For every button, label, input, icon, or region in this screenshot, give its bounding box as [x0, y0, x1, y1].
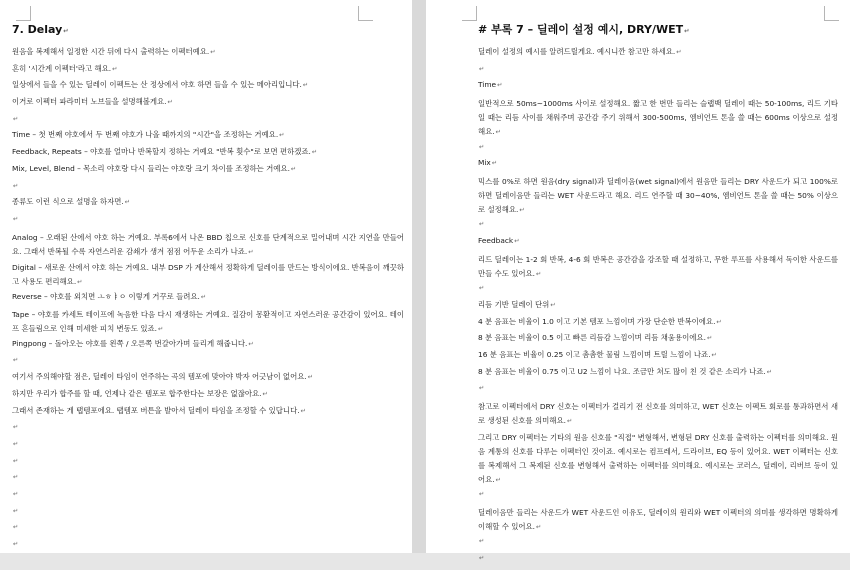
paragraph-text: Feedback — [478, 236, 514, 246]
paragraph-mark: ↵ — [519, 205, 525, 214]
paragraph-text: 믹스를 0%로 하면 원음(dry signal)과 딜레이음(wet signal)에서 원음만 들리는 DRY 사운드가 되고 100%로 하면 딜레이음만 들리는 WET 사운드라고 해요. 리드 연주할 때 30~40%, 엠비언트 톤을 쓸 때는 50% 이상으로 설정해요. — [478, 176, 838, 214]
paragraph — [478, 506, 838, 534]
paragraph-mark: ↵ — [124, 198, 131, 207]
paragraph — [478, 400, 838, 428]
paragraph-mark: ↵ — [479, 284, 485, 293]
paragraph-mark: ↵ — [13, 523, 19, 532]
paragraph-mark: ↵ — [248, 247, 254, 256]
paragraph-mark: ↵ — [302, 81, 309, 90]
paragraph-mark: ↵ — [536, 269, 542, 278]
paragraph-text: 참고로 이펙터에서 DRY 신호는 이펙터가 걸리기 전 신호를 의미하고, WET 신호는 이펙트 회로를 통과하면서 새로 생성된 신호를 의미해요. — [478, 402, 838, 426]
paragraph-mark: ↵ — [716, 317, 722, 326]
paragraph-mark: ↵ — [676, 48, 682, 56]
paragraph-text: 여기서 주의해야할 점은, 딜레이 타임이 연주하는 곡의 템포에 맞아야 박자 어긋남이 없어요. — [12, 372, 307, 382]
paragraph-mark: ↵ — [711, 351, 717, 360]
paragraph-mark: ↵ — [13, 506, 19, 515]
paragraph-mark: ↵ — [13, 439, 19, 448]
paragraph-text: 그래서 존재하는 게 탭템포에요. 탭템포 버튼을 발아서 딜레이 타임을 조정할 수 있답니다. — [12, 405, 300, 415]
paragraph-text: 8 분 음표는 비율이 0.5 이고 빠른 리듬감 느낌이며 리듬 채움용이에요. — [478, 333, 706, 343]
paragraph — [12, 231, 404, 259]
empty-paragraph — [478, 283, 838, 293]
paragraph-mark: ↵ — [479, 490, 485, 499]
empty-paragraph — [12, 506, 404, 516]
paragraph — [478, 158, 838, 168]
paragraph-mark: ↵ — [566, 417, 573, 426]
paragraph — [478, 236, 838, 246]
paragraph-mark: ↵ — [479, 142, 485, 151]
paragraph-mark: ↵ — [479, 64, 485, 73]
paragraph-text: 일반적으로 50ms~1000ms 사이로 설정해요. 짧고 한 번만 들리는 슬랩백 딜레이 때는 50-100ms, 리드 기타일 때는 리듬 사이를 채워주며 공간감 주기 위해서 300-500ms, 엠비언트 톤을 쓸 때는 600ms 이상으로 설정해요. — [478, 99, 838, 137]
paragraph-mark: ↵ — [210, 48, 216, 56]
paragraph — [478, 253, 838, 281]
paragraph — [12, 406, 404, 416]
page-content[interactable] — [12, 22, 404, 556]
paragraph-mark: ↵ — [13, 423, 19, 432]
paragraph-text: 8 분 음표는 비율이 0.75 이고 U2 느낌이 나요. 조금만 쳐도 많이 친 것 같은 소리가 나죠. — [478, 366, 766, 376]
paragraph-mark: ↵ — [479, 554, 485, 562]
paragraph — [12, 64, 404, 74]
paragraph-mark: ↵ — [766, 367, 773, 376]
empty-paragraph — [478, 219, 838, 229]
paragraph-mark: ↵ — [77, 278, 83, 287]
empty-paragraph — [12, 522, 404, 532]
paragraph-text: 하지만 우리가 합주를 할 때, 언제나 같은 템포로 합주한다는 보장은 없잖아요. — [12, 388, 262, 398]
paragraph-mark: ↵ — [200, 292, 207, 301]
paragraph-mark: ↵ — [13, 489, 19, 498]
paragraph-mark: ↵ — [13, 214, 19, 223]
paragraph-mark: ↵ — [13, 456, 19, 465]
empty-paragraph — [12, 114, 404, 124]
appendix-heading: # 부록 7 – 딜레이 설정 예시, DRY/WET↵ — [478, 23, 690, 36]
empty-paragraph — [12, 472, 404, 482]
paragraph — [478, 350, 838, 360]
empty-paragraph — [12, 489, 404, 499]
paragraph — [12, 197, 404, 207]
paragraph-text: Tape – 야호를 카세트 테이프에 녹음한 다음 다시 재생하는 거예요. 질감이 몽환적이고 자연스러운 공간감이 있어요. 테이프 흔들림으로 인해 미세한 피치 변동도 있죠. — [12, 310, 404, 334]
paragraph-text: Reverse – 야호를 외치면 ㅗㅎㅑㅇ 이렇게 거꾸로 들려요. — [12, 291, 200, 301]
paragraph — [12, 80, 404, 90]
paragraph-mark: ↵ — [13, 473, 19, 482]
paragraph-mark: ↵ — [495, 128, 502, 137]
empty-paragraph — [478, 536, 838, 546]
paragraph-mark: ↵ — [479, 220, 485, 229]
paragraph-mark: ↵ — [248, 339, 254, 348]
document-page-left[interactable] — [0, 0, 412, 553]
paragraph-text: Analog – 오래된 산에서 야호 하는 거예요. 부록6에서 나온 BBD 칩으로 신호를 단계적으로 밀어내며 시간 지연을 만들어요. 그래서 반복될 수록 자연스러운 감쇄가 생겨 점점 어두운 소리가 나죠. — [12, 232, 404, 256]
paragraph-mark: ↵ — [514, 237, 520, 246]
empty-paragraph — [12, 214, 404, 224]
paragraph — [12, 261, 404, 289]
paragraph-text: 흔히 '시간계 이펙터'라고 해요. — [12, 63, 112, 73]
paragraph-mark: ↵ — [13, 114, 19, 123]
paragraph-mark: ↵ — [706, 334, 713, 343]
paragraph-mark: ↵ — [112, 64, 118, 73]
paragraph-text: Digital – 새로운 산에서 야호 하는 거예요. 내부 DSP 가 계산해서 정확하게 딜레이를 만드는 방식이에요. 반복음이 깨끗하고 사용도 편리해요. — [12, 263, 404, 287]
paragraph-mark: ↵ — [495, 475, 502, 484]
empty-paragraph — [12, 539, 404, 549]
paragraph-text: 리드 딜레이는 1-2 회 반복, 4-6 회 반복은 공간감을 강조할 때 설정하고, 무한 루프를 사용해서 독이한 사운드를 만들 수도 있어요. — [478, 254, 838, 278]
paragraph-text: 16 분 음표는 비율이 0.25 이고 촘촘한 물림 느낌이며 트릴 느낌이 나죠. — [478, 350, 711, 360]
empty-paragraph — [478, 553, 838, 563]
paragraph-mark: ↵ — [300, 406, 307, 415]
page-gutter — [412, 0, 426, 553]
paragraph — [478, 333, 838, 343]
paragraph-text: Time — [478, 80, 497, 90]
empty-paragraph — [478, 383, 838, 393]
paragraph — [12, 372, 404, 382]
page-content[interactable] — [478, 22, 838, 570]
paragraph-mark: ↵ — [311, 148, 318, 157]
paragraph-mark: ↵ — [497, 81, 503, 90]
paragraph — [12, 97, 404, 107]
paragraph-text: Mix — [478, 158, 491, 168]
paragraph-mark: ↵ — [479, 537, 485, 546]
paragraph-mark: ↵ — [491, 159, 498, 168]
paragraph-text: 딜레이 설정의 예시를 알려드릴게요. 예시니깐 참고만 하세요. — [478, 47, 676, 56]
paragraph — [12, 164, 404, 174]
page-corner-mark — [462, 6, 477, 21]
paragraph-text: 그리고 DRY 이펙터는 기타의 원음 신호를 "직접" 변형해서, 변형된 DRY 신호를 출력하는 이펙터를 의미해요. 원음 계통의 신호를 다루는 이펙터인 것이죠. 예시로는 컴프레서, 드라이브, EQ 등이 있어요. WET 이펙터는 신호를 복제해서 그 복제된 신호를 변형해서 출력하는 이펙터를 의미해요. 예시로는 코러스, 딜레이, 리버브 등이 있어요. — [478, 432, 838, 484]
paragraph — [478, 317, 838, 327]
paragraph-mark: ↵ — [167, 98, 173, 107]
paragraph-text: 리듬 기반 딜레이 단위 — [478, 300, 550, 309]
paragraph — [478, 80, 838, 90]
paragraph — [478, 300, 838, 310]
paragraph-text: 딜레이음만 들리는 사운드가 WET 사운드인 이유도, 딜레이의 원리와 WET 이펙터의 의미를 생각하면 명확하게 이해할 수 있어요. — [478, 507, 838, 531]
paragraph — [12, 339, 404, 349]
paragraph — [478, 431, 838, 487]
paragraph — [12, 292, 404, 302]
paragraph-text: 일상에서 들을 수 있는 딜레이 이펙트는 산 정상에서 야호 하면 들을 수 있는 메아리입니다. — [12, 80, 302, 90]
empty-paragraph — [12, 181, 404, 191]
paragraph-mark: ↵ — [279, 131, 285, 140]
paragraph-mark: ↵ — [290, 164, 297, 173]
empty-paragraph — [478, 489, 838, 499]
paragraph-text: 원음을 복제해서 일정한 시간 뒤에 다시 출력하는 이펙터예요. — [12, 47, 210, 56]
empty-paragraph — [12, 422, 404, 432]
empty-paragraph — [12, 439, 404, 449]
empty-paragraph — [12, 456, 404, 466]
paragraph-mark: ↵ — [13, 181, 19, 190]
paragraph — [12, 147, 404, 157]
paragraph-mark: ↵ — [157, 325, 164, 334]
empty-paragraph — [12, 355, 404, 365]
paragraph — [12, 47, 404, 57]
paragraph-mark: ↵ — [536, 522, 542, 531]
paragraph-mark: ↵ — [550, 301, 556, 309]
paragraph-text: 4 분 음표는 비율이 1.0 이고 기본 템포 느낌이며 가장 단순한 반복이에요. — [478, 316, 716, 326]
paragraph-mark: ↵ — [13, 540, 19, 548]
section-heading: 7. Delay↵ — [12, 23, 69, 36]
paragraph-text: 종류도 이런 식으로 설명을 하자면. — [12, 197, 124, 207]
page-corner-mark — [16, 6, 31, 21]
paragraph-mark: ↵ — [479, 384, 485, 393]
paragraph-text: Feedback, Repeats – 야호를 얼마나 반복할지 정하는 거예요 "반복 횟수"로 보면 편하겠죠. — [12, 147, 311, 157]
paragraph-mark: ↵ — [307, 373, 314, 382]
paragraph — [478, 175, 838, 217]
paragraph — [478, 367, 838, 377]
paragraph-text: Pingpong – 돌아오는 야호를 왼쪽 / 오른쪽 번갈아가며 들리게 해줍니다. — [12, 338, 248, 348]
page-corner-mark — [824, 6, 839, 21]
empty-paragraph — [478, 142, 838, 152]
paragraph-mark: ↵ — [13, 356, 19, 365]
paragraph — [12, 130, 404, 140]
paragraph-text: Time – 첫 번째 야호에서 두 번째 야호가 나올 때까지의 "시간"을 조정하는 거예요. — [12, 130, 279, 140]
paragraph — [478, 97, 838, 139]
paragraph-mark: ↵ — [262, 389, 268, 398]
paragraph-text: Mix, Level, Blend – 목소리 야호랑 다시 들리는 야호랑 크기 차이를 조정하는 거예요. — [12, 163, 290, 173]
paragraph-text: 이거로 이펙터 파라미터 노브들을 설명해볼게요. — [12, 97, 167, 107]
empty-paragraph — [478, 64, 838, 74]
paragraph — [478, 47, 838, 57]
paragraph — [12, 389, 404, 399]
document-page-right[interactable] — [426, 0, 850, 562]
page-corner-mark — [358, 6, 373, 21]
paragraph — [12, 308, 404, 336]
